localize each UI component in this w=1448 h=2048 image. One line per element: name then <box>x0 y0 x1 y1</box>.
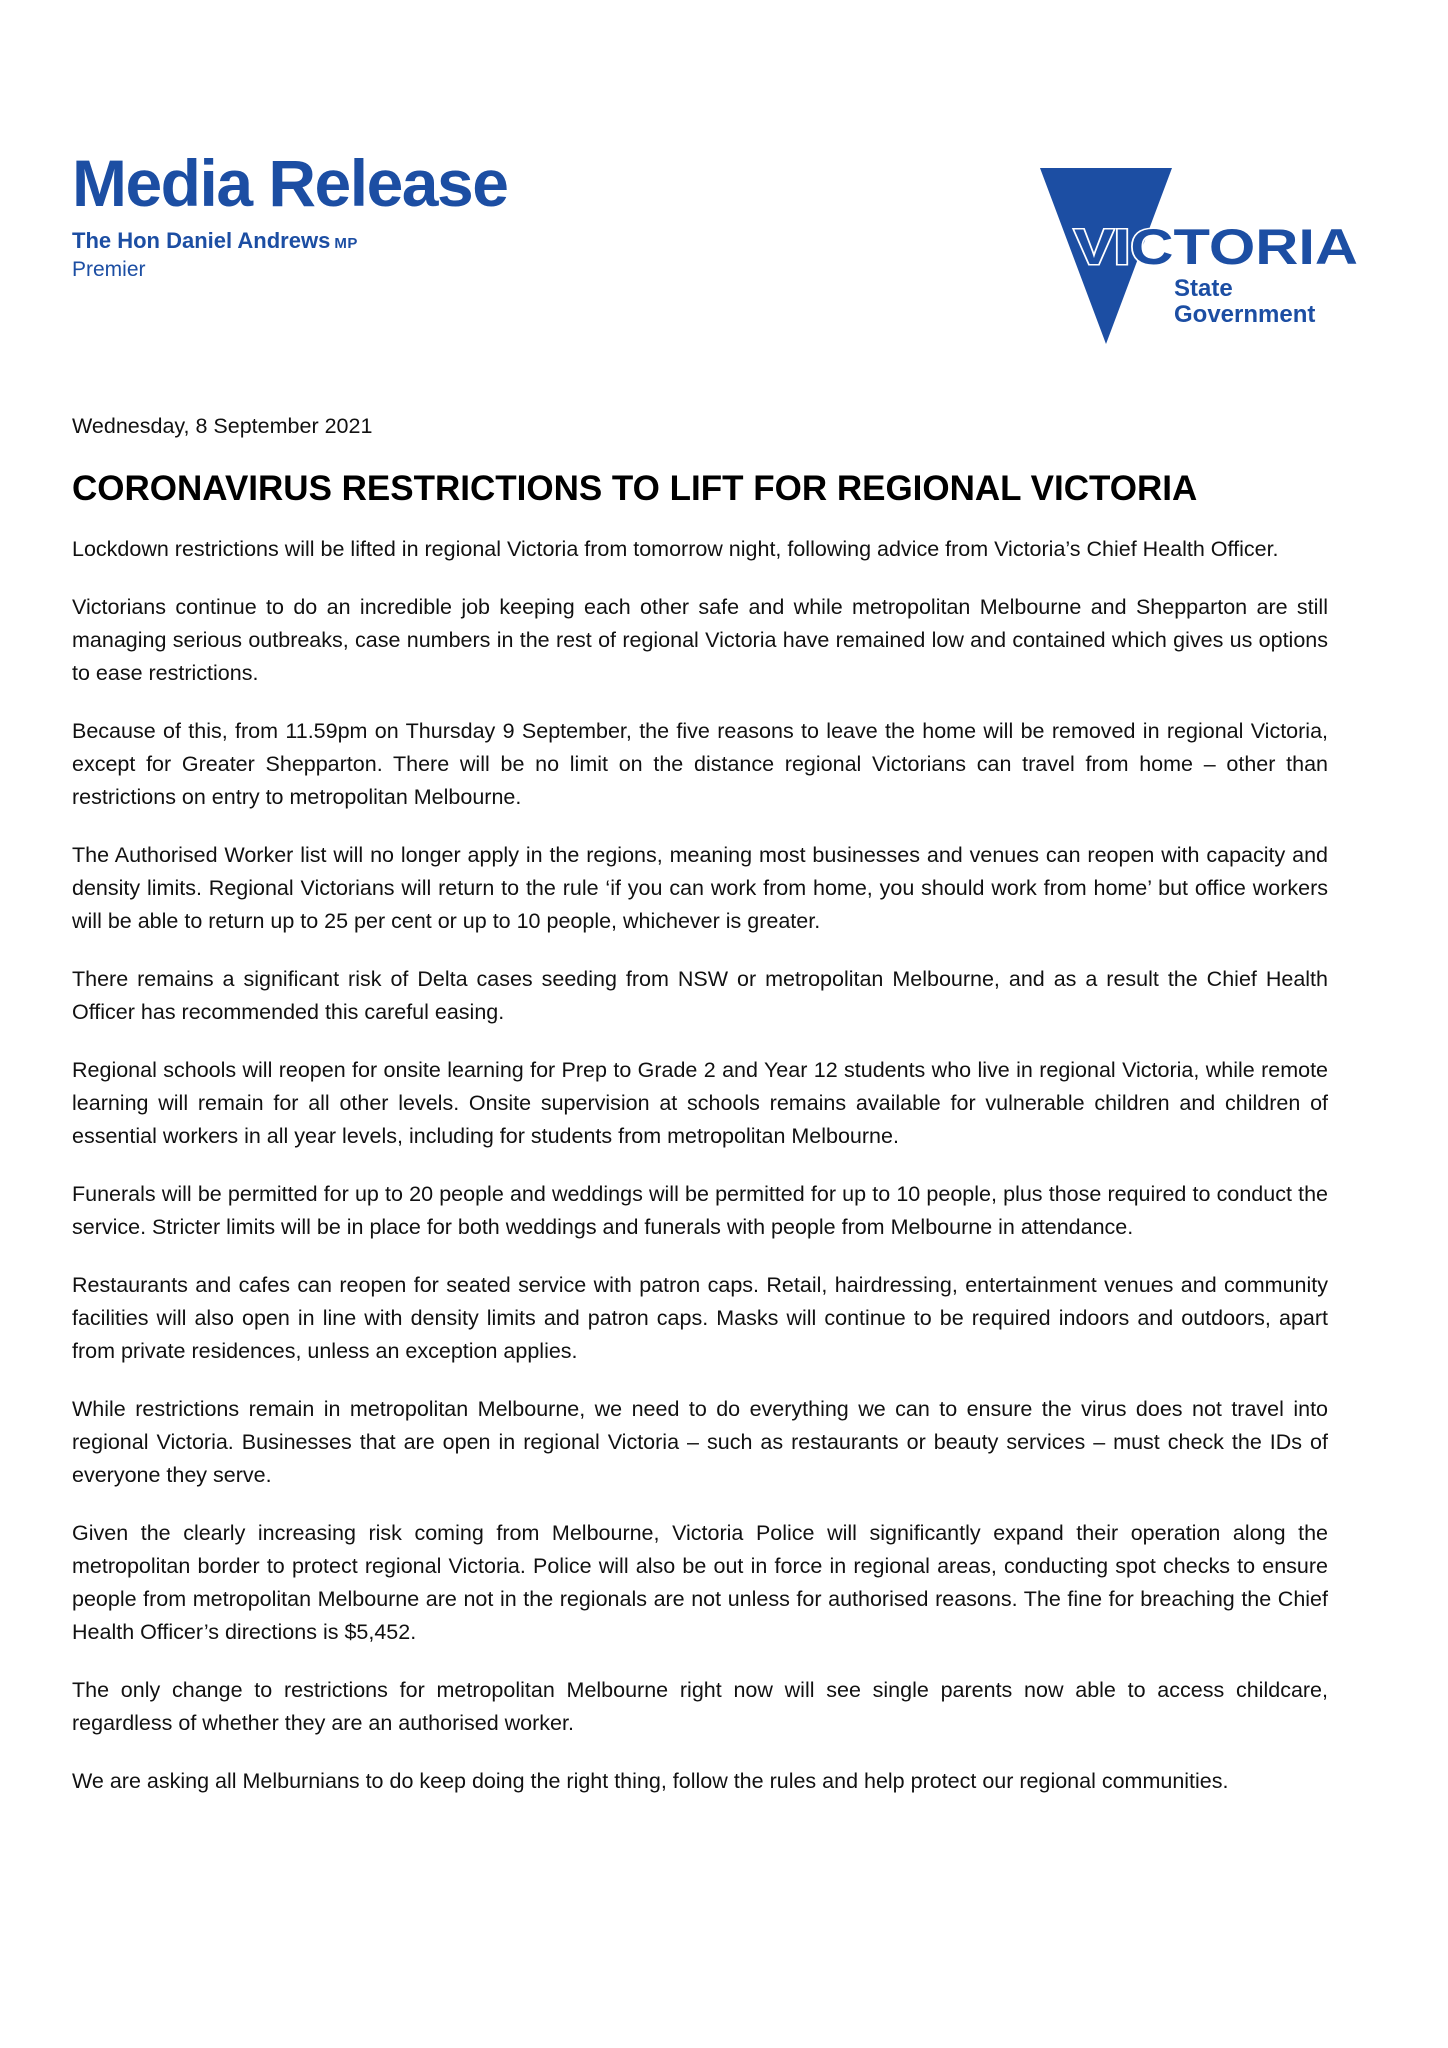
paragraph-2: Victorians continue to do an incredible job keeping each other safe and while metropolitan Melbourne and Shepparton are still managing serious outbreaks, case numbers in the rest of regional Victoria have remained low and contained which gives us options to ease restrictions. <box>72 595 1328 685</box>
minister-name <box>72 228 632 257</box>
paragraph-4: The Authorised Worker list will no longer apply in the regions, meaning most businesses and venues can reopen with capacity and density limits. Regional Victorians will return to the rule ‘if you can work from home, you should work from home’ but office workers will be able to return up to 25 per cent or up to 10 people, whichever is greater. <box>72 843 1328 933</box>
minister-name-text: The Hon Daniel Andrews <box>72 228 331 253</box>
paragraph-11: The only change to restrictions for metropolitan Melbourne right now will see single parents now able to access childcare, regardless of whether they are an authorised worker. <box>72 1678 1328 1735</box>
paragraph-7: Funerals will be permitted for up to 20 people and weddings will be permitted for up to 10 people, plus those required to conduct the service. Stricter limits will be in place for both weddings and funerals with people from Melbourne in attendance. <box>72 1182 1328 1239</box>
paragraph-12: We are asking all Melburnians to do keep doing the right thing, follow the rules and help protect our regional communities. <box>72 1769 1229 1793</box>
paragraph-8: Restaurants and cafes can reopen for seated service with patron caps. Retail, hairdressing, entertainment venues and community facilities will also open in line with density limits and patron caps. Masks will continue to be required indoors and outdoors, apart from private residences, unless an exception applies. <box>72 1273 1328 1363</box>
masthead <box>72 146 632 283</box>
paragraph-6: Regional schools will reopen for onsite learning for Prep to Grade 2 and Year 12 students who live in regional Victoria, while remote learning will remain for all other levels. Onsite supervision at schools remains available for vulnerable children and children of essential workers in all year levels, including for students from metropolitan Melbourne. <box>72 1058 1328 1148</box>
paragraph-3: Because of this, from 11.59pm on Thursday 9 September, the five reasons to leave the home will be removed in regional Victoria, except for Greater Shepparton. There will be no limit on the distance regional Victorians can travel from home – other than restrictions on entry to metropolitan Melbourne. <box>72 719 1328 809</box>
victoria-state-government-logo <box>1040 168 1360 348</box>
paragraph-10: Given the clearly increasing risk coming from Melbourne, Victoria Police will significantly expand their operation along the metropolitan border to protect regional Victoria. Police will also be out in force in regional areas, conducting spot checks to ensure people from metropolitan Melbourne are not in the regionals are not unless for authorised reasons. The fine for breaching the Chief Health Officer’s directions is $5,452. <box>72 1521 1328 1644</box>
logo-word: VICTORIA <box>1074 219 1358 275</box>
minister-suffix: MP <box>334 235 358 252</box>
release-date: Wednesday, 8 September 2021 <box>72 414 373 438</box>
logo-line-government: Government <box>1174 301 1316 328</box>
paragraph-1: Lockdown restrictions will be lifted in regional Victoria from tomorrow night, following advice from Victoria’s Chief Health Officer. <box>72 537 1279 561</box>
minister-role: Premier <box>72 258 146 281</box>
masthead-title: Media Release <box>72 146 508 220</box>
paragraph-5: There remains a significant risk of Delta cases seeding from NSW or metropolitan Melbourne, and as a result the Chief Health Officer has recommended this careful easing. <box>72 967 1328 1024</box>
logo-line-state: State <box>1174 275 1233 302</box>
release-headline: CORONAVIRUS RESTRICTIONS TO LIFT FOR REGIONAL VICTORIA <box>72 469 1198 508</box>
paragraph-9: While restrictions remain in metropolitan Melbourne, we need to do everything we can to ensure the virus does not travel into regional Victoria. Businesses that are open in regional Victoria – such as restaurants or beauty services – must check the IDs of everyone they serve. <box>72 1397 1328 1487</box>
release-body <box>72 410 1328 1823</box>
